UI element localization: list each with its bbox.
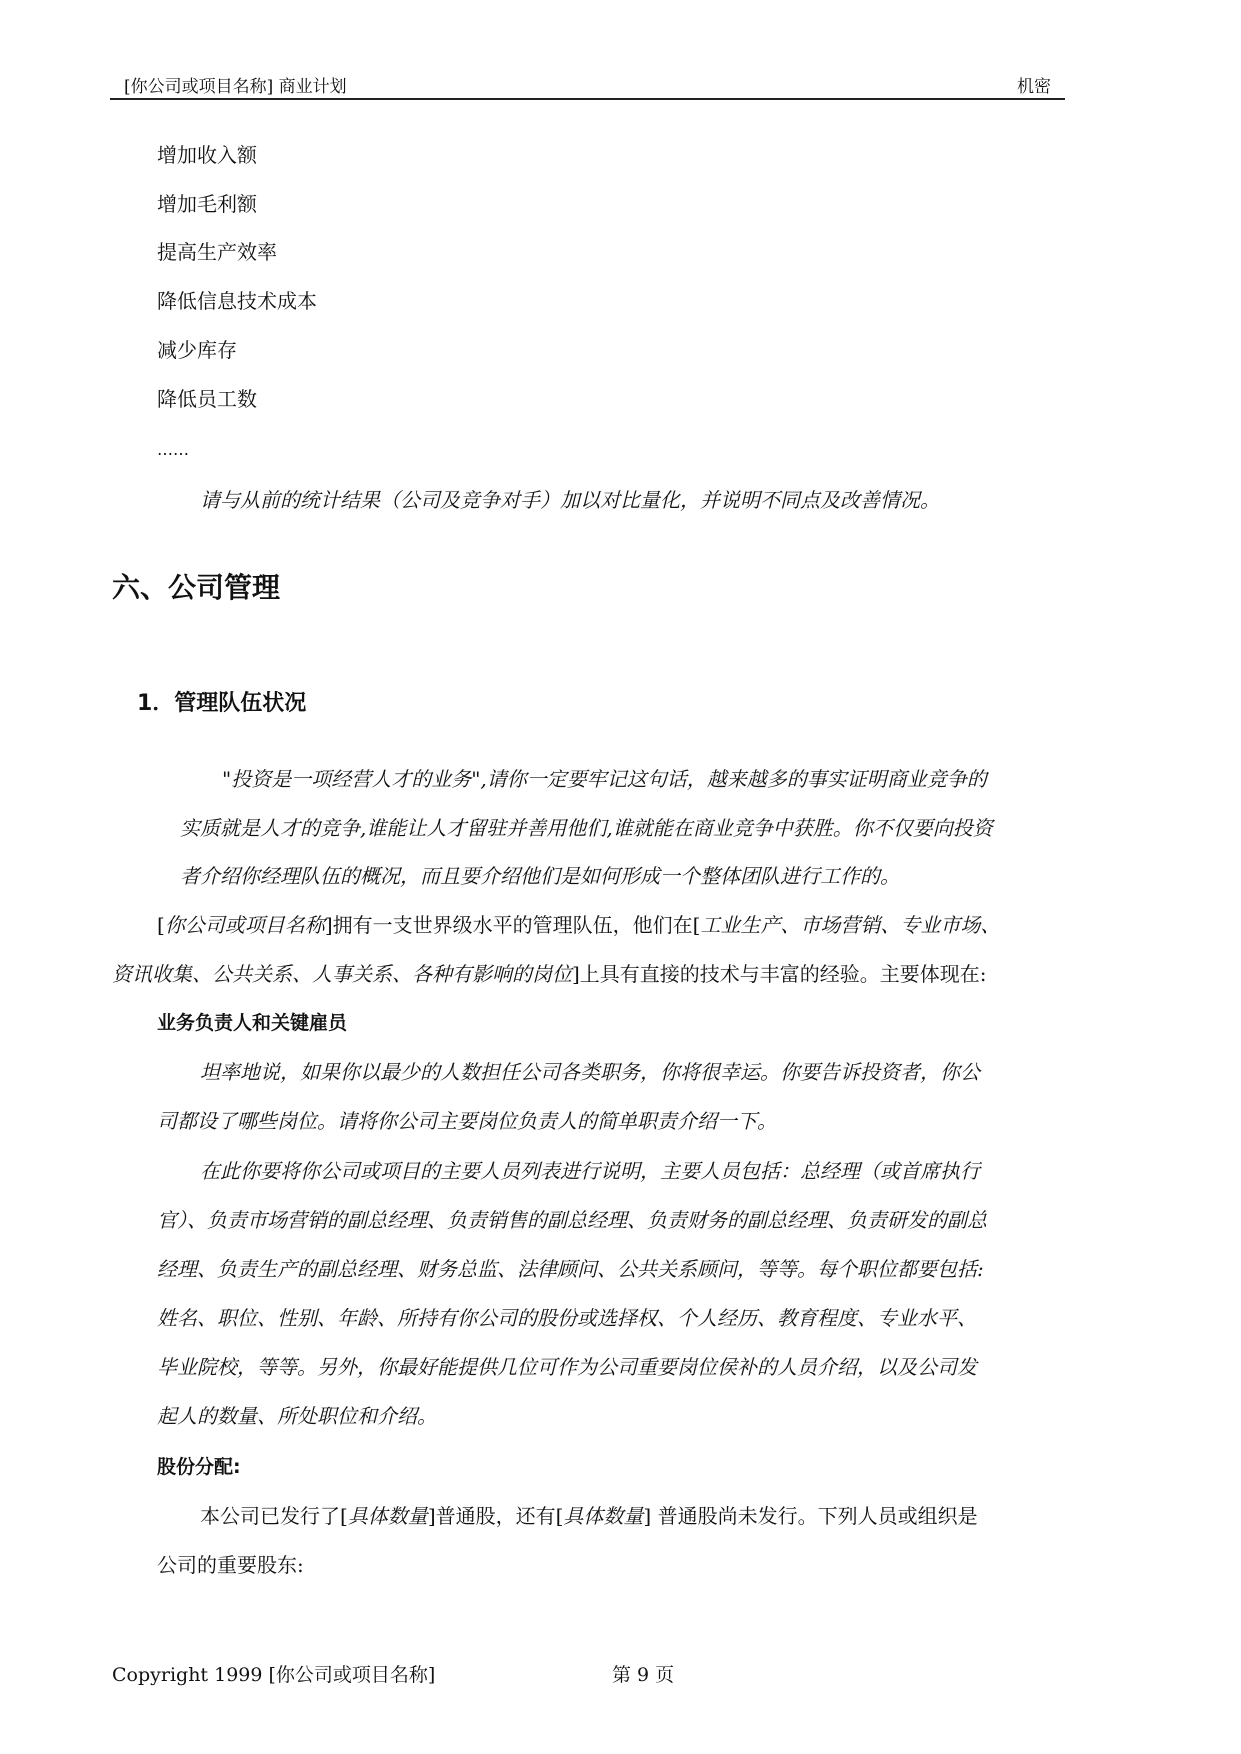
team-text: ]上具有直接的技术与丰富的经验。主要体现在:: [572, 962, 987, 986]
team-text: ]拥有一支世界级水平的管理队伍，他们在[: [324, 913, 701, 937]
note-compare: 请与从前的统计结果（公司及竞争对手）加以对比量化，并说明不同点及改善情况。: [200, 488, 940, 512]
shares-text: ] 普通股尚未发行。下列人员或组织是: [643, 1504, 978, 1528]
header-title: [你公司或项目名称] 商业计划: [124, 77, 347, 97]
list-item-ellipsis: ……: [157, 440, 189, 459]
key-staff-p1-line: 坦率地说，如果你以最少的人数担任公司各类职务，你将很幸运。你要告诉投资者，你公: [200, 1060, 980, 1084]
team-line-1: [157, 909, 1000, 938]
list-item: 提高生产效率: [157, 240, 277, 264]
subheading-shares: 股份分配:: [157, 1456, 241, 1478]
team-placeholder-company: 你公司或项目名称: [164, 913, 325, 937]
quote-line: 者介绍你经理队伍的概况，而且要介绍他们是如何形成一个整体团队进行工作的。: [180, 864, 900, 888]
key-staff-p2-line: 在此你要将你公司或项目的主要人员列表进行说明，主要人员包括：总经理（或首席执行: [200, 1159, 980, 1183]
key-staff-p1-line: 司都设了哪些岗位。请将你公司主要岗位负责人的简单职责介绍一下。: [157, 1109, 777, 1133]
section-title: 六、公司管理: [112, 571, 281, 604]
key-staff-p2-line: 官）、负责市场营销的副总经理、负责销售的副总经理、负责财务的副总经理、负责研发的副总: [157, 1208, 987, 1232]
shares-line-1: [200, 1500, 978, 1529]
key-staff-p2-line: 起人的数量、所处职位和介绍。: [157, 1404, 437, 1428]
list-item: 减少库存: [157, 338, 237, 362]
page-header: [110, 70, 1065, 100]
team-placeholder-fields: 工业生产、市场营销、专业市场、: [700, 913, 1001, 937]
key-staff-p2-line: 经理、负责生产的副总经理、财务总监、法律顾问、公共关系顾问，等等。每个职位都要包括:: [157, 1257, 984, 1281]
header-confidential: 机密: [1017, 77, 1051, 97]
footer-page-number: 第 9 页: [612, 1664, 675, 1686]
shares-placeholder-count: 具体数量: [347, 1504, 428, 1528]
subheading-key-staff: 业务负责人和关键雇员: [157, 1012, 348, 1034]
quote-line: 实质就是人才的竞争,谁能让人才留驻并善用他们,谁就能在商业竞争中获胜。你不仅要向投资: [180, 816, 993, 840]
shares-line-2: 公司的重要股东:: [157, 1553, 304, 1577]
key-staff-p2-line: 姓名、职位、性别、年龄、所持有你公司的股份或选择权、个人经历、教育程度、专业水平、: [157, 1306, 977, 1330]
list-item: 增加收入额: [157, 143, 257, 167]
subsection-title: 1．管理队伍状况: [137, 691, 307, 716]
quote-line: "投资是一项经营人才的业务",请你一定要牢记这句话，越来越多的事实证明商业竞争的: [222, 767, 987, 791]
shares-text: 本公司已发行了[: [200, 1504, 348, 1528]
key-staff-p2-line: 毕业院校，等等。另外，你最好能提供几位可作为公司重要岗位侯补的人员介绍，以及公司发: [157, 1355, 977, 1379]
list-item: 增加毛利额: [157, 192, 257, 216]
footer-copyright: Copyright 1999 [你公司或项目名称]: [112, 1664, 436, 1686]
team-line-2: [112, 958, 987, 987]
team-text: [: [157, 913, 165, 937]
team-placeholder-fields: 资讯收集、公共关系、人事关系、各种有影响的岗位: [112, 962, 572, 986]
shares-text: ]普通股，还有[: [427, 1504, 564, 1528]
shares-placeholder-count: 具体数量: [563, 1504, 644, 1528]
list-item: 降低员工数: [157, 387, 257, 411]
list-item: 降低信息技术成本: [157, 289, 317, 313]
